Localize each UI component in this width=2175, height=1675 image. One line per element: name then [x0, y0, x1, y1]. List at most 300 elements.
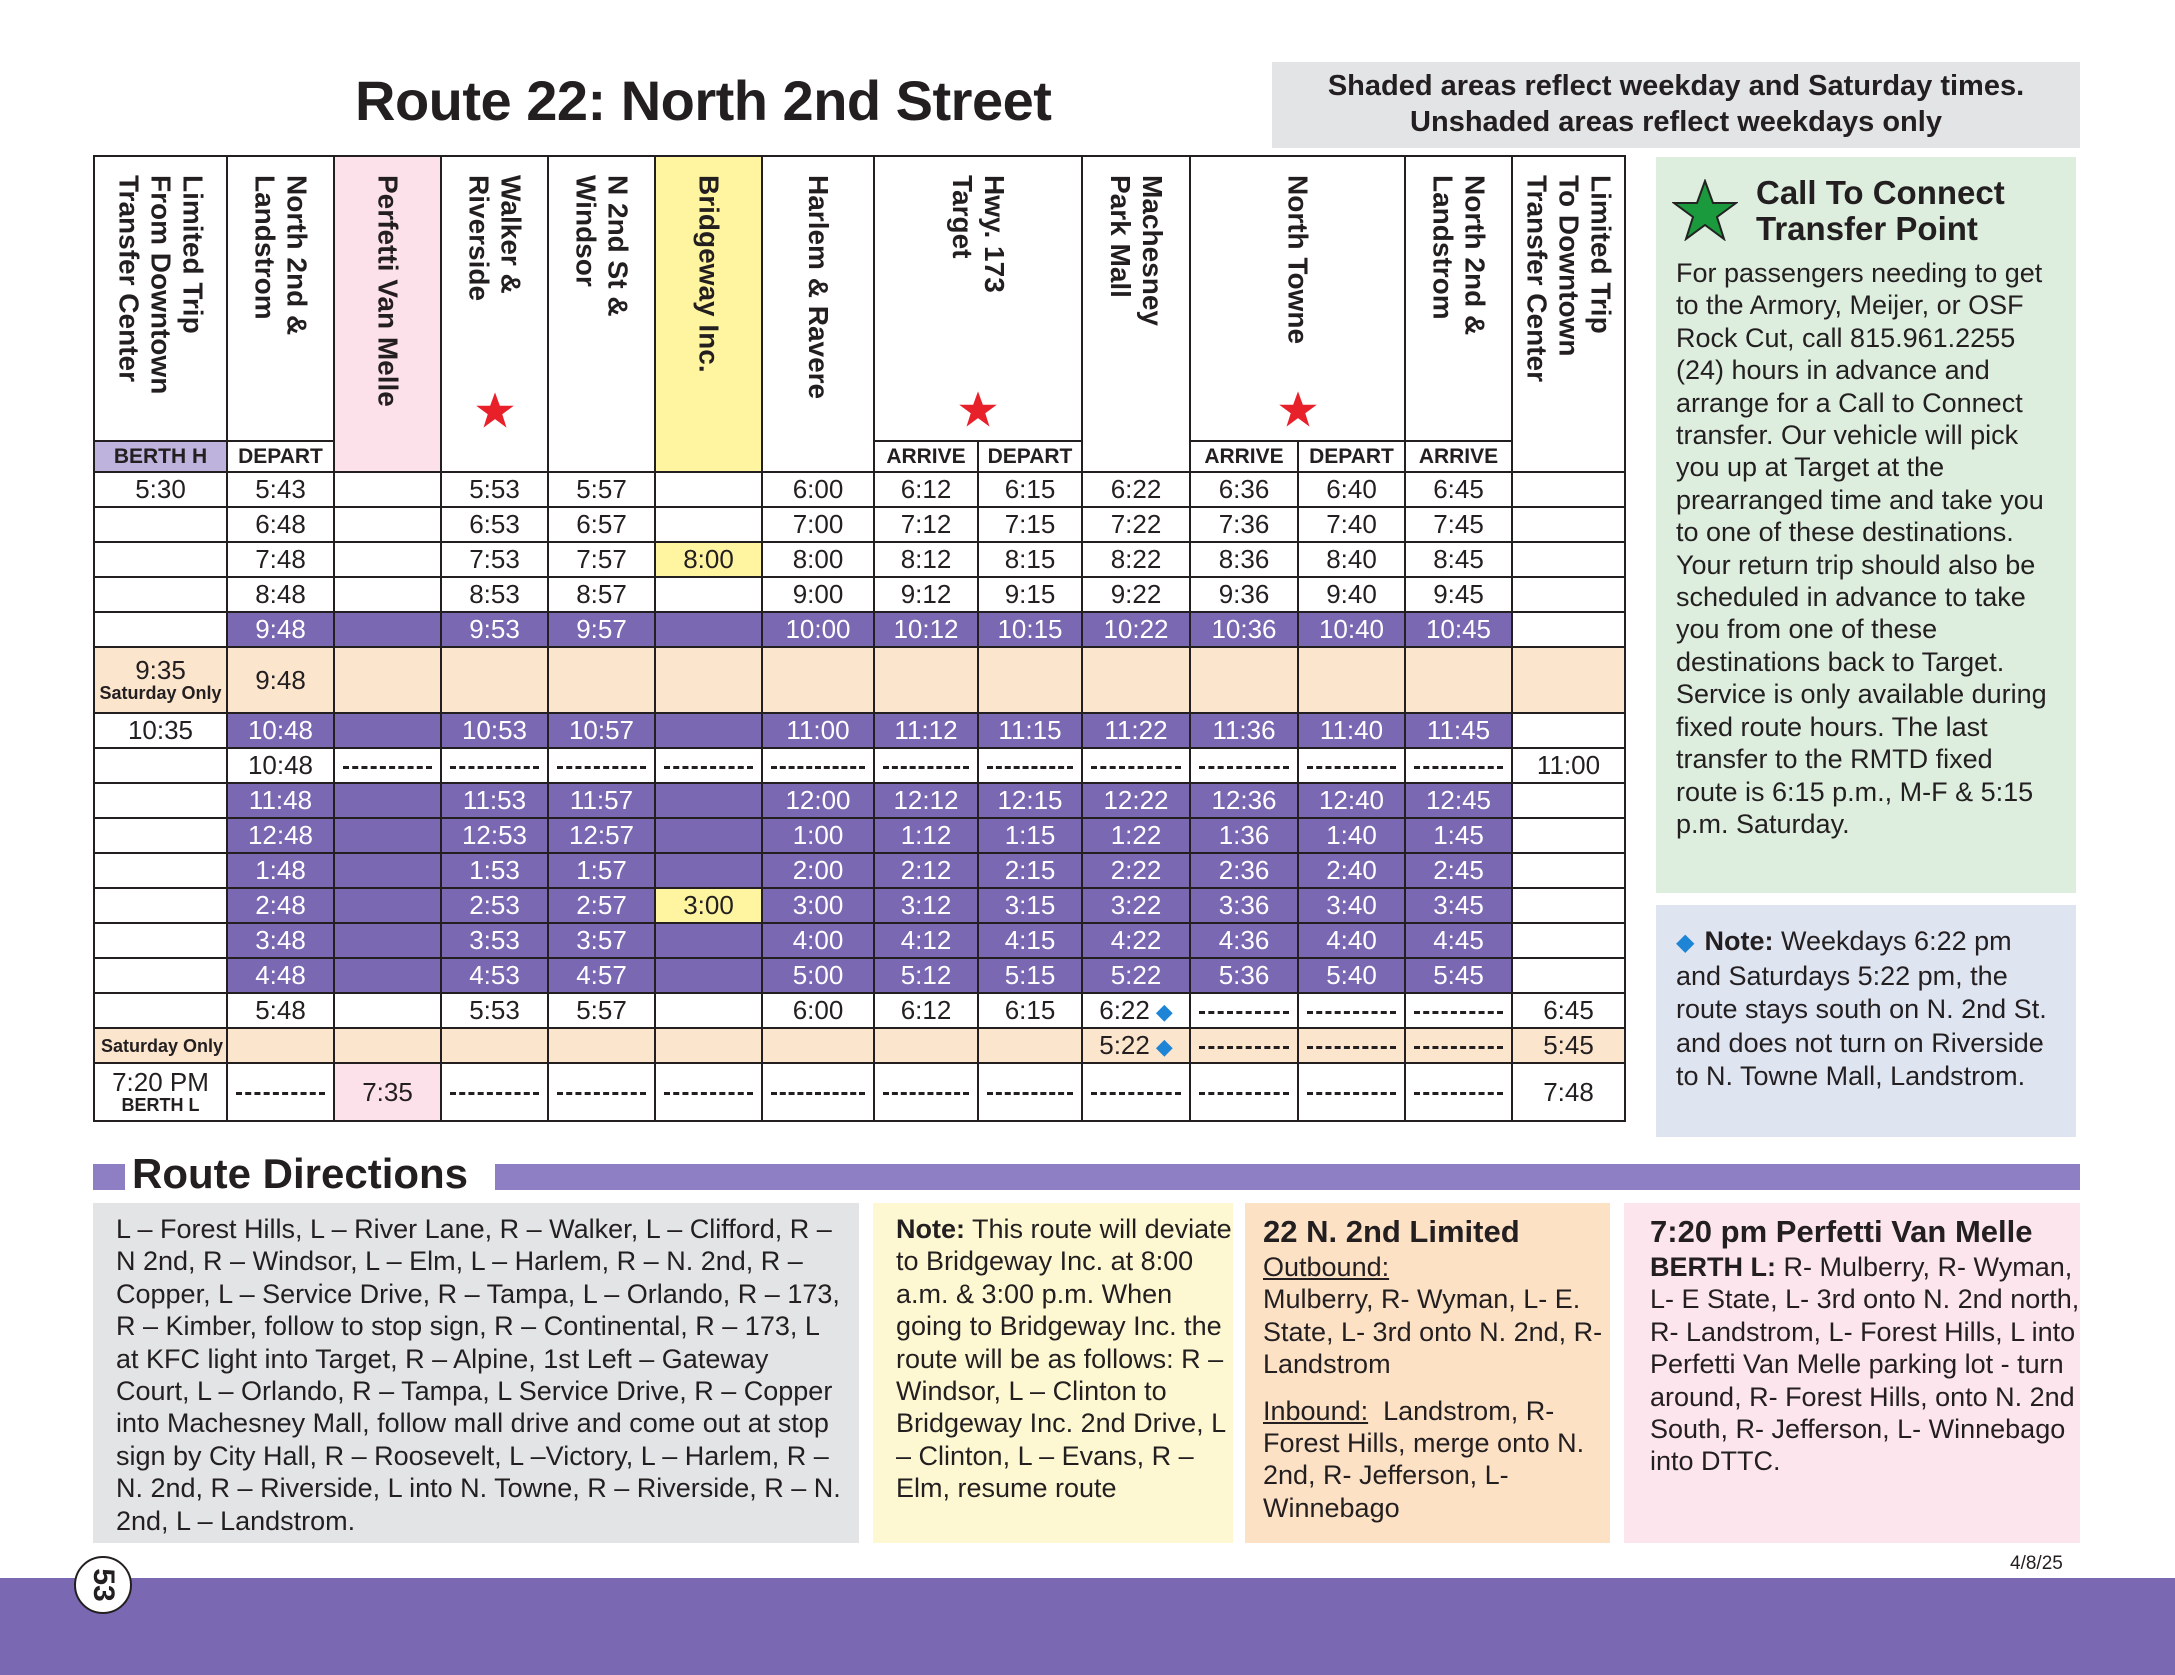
- table-cell: [1298, 993, 1405, 1028]
- table-cell: [978, 853, 1082, 888]
- table-cell: [334, 542, 441, 577]
- table-cell: [94, 507, 227, 542]
- table-cell: [94, 1063, 227, 1121]
- dashed-line: [1307, 766, 1396, 769]
- table-cell: [762, 713, 874, 748]
- outbound-label: Outbound:: [1263, 1252, 1390, 1282]
- time-value: 3:57: [576, 925, 627, 955]
- table-cell: [978, 1063, 1082, 1121]
- limited-panel: [1245, 1203, 1610, 1543]
- table-cell: [655, 958, 762, 993]
- table-cell: [1190, 612, 1298, 647]
- table-cell: [762, 542, 874, 577]
- table-row: [94, 888, 1625, 923]
- table-cell: [655, 577, 762, 612]
- table-cell: [762, 472, 874, 507]
- time-value: 7:53: [469, 544, 520, 574]
- table-cell: [227, 507, 334, 542]
- time-value: 8:22: [1110, 544, 1162, 574]
- table-cell: [1298, 713, 1405, 748]
- table-cell: [655, 542, 762, 577]
- table-row: [94, 923, 1625, 958]
- table-cell: [655, 888, 762, 923]
- table-cell: [548, 542, 655, 577]
- table-cell: [227, 888, 334, 923]
- green-star-icon: [1672, 179, 1738, 241]
- table-cell: [655, 783, 762, 818]
- table-cell: [1512, 647, 1625, 713]
- time-value: 12:15: [997, 785, 1063, 815]
- table-cell: [334, 507, 441, 542]
- saturday-only-label: Saturday Only: [101, 1035, 224, 1056]
- time-value: 11:00: [786, 715, 850, 745]
- note-label: Note:: [1704, 926, 1774, 956]
- table-cell: [441, 507, 548, 542]
- route-directions-panel: [93, 1203, 859, 1543]
- time-value: 10:00: [785, 614, 851, 644]
- time-value: 7:57: [576, 544, 627, 574]
- time-value: 7:00: [792, 509, 844, 539]
- table-cell: [1512, 472, 1625, 507]
- dashed-line: [1199, 1046, 1289, 1049]
- time-value: 4:57: [576, 960, 627, 990]
- bridgeway-note-label: Note:: [896, 1214, 965, 1244]
- table-cell: [1190, 507, 1298, 542]
- perfetti-text: R- Mulberry, R- Wyman, L- E State, L- 3rd onto N. 2nd north, R- Landstrom, L- Forest Hills, L into Perfetti Van Melle parking lot - turn around, R- Forest Hills, onto N. 2nd South, R- Jefferson, L- Winnebago into DTTC.: [1650, 1252, 2080, 1477]
- time-value: 2:22: [1110, 855, 1162, 885]
- dashed-line: [1414, 766, 1503, 769]
- time-value: 5:45: [1433, 960, 1484, 990]
- table-cell: [978, 577, 1082, 612]
- table-cell: [548, 612, 655, 647]
- table-cell: [548, 1028, 655, 1063]
- table-cell: [94, 923, 227, 958]
- time-value: 2:36: [1218, 855, 1270, 885]
- table-cell: [1298, 853, 1405, 888]
- table-cell: [334, 888, 441, 923]
- table-cell: [94, 1028, 227, 1063]
- table-cell: [874, 612, 978, 647]
- time-value: 8:00: [683, 544, 734, 574]
- dashed-line: [771, 766, 865, 769]
- table-cell: [441, 958, 548, 993]
- time-value: 9:48: [255, 614, 306, 644]
- time-value: 5:43: [255, 474, 306, 504]
- subheader-cell: DEPART: [1298, 441, 1405, 472]
- dashed-line: [883, 766, 969, 769]
- table-cell: [441, 783, 548, 818]
- star-wrap: [875, 390, 1081, 428]
- dashed-line: [236, 1092, 325, 1095]
- table-cell: [1512, 783, 1625, 818]
- table-cell: [874, 577, 978, 612]
- time-value: 2:00: [792, 855, 844, 885]
- time-value: 6:22: [1110, 474, 1162, 504]
- shading-legend: [1272, 62, 2080, 148]
- column-header-label: Hwy. 173 Target: [947, 175, 1010, 293]
- subheader-row: [94, 441, 1625, 472]
- table-cell: [334, 748, 441, 783]
- table-cell: [655, 713, 762, 748]
- table-row: [94, 647, 1625, 713]
- table-cell: [874, 1063, 978, 1121]
- subheader-cell: [334, 441, 441, 472]
- footer-bar: [0, 1578, 2175, 1675]
- dashed-line: [1414, 1092, 1503, 1095]
- time-value: 3:12: [900, 890, 952, 920]
- table-cell: [227, 612, 334, 647]
- table-cell: [1082, 958, 1190, 993]
- table-cell: [874, 472, 978, 507]
- table-cell: [762, 1063, 874, 1121]
- time-value: 8:48: [255, 579, 306, 609]
- column-header-label: North 2nd & Landstrom: [1427, 175, 1491, 336]
- table-cell: [874, 853, 978, 888]
- table-cell: [1405, 713, 1512, 748]
- table-cell: [1190, 472, 1298, 507]
- table-cell: [762, 748, 874, 783]
- table-cell: [334, 647, 441, 713]
- table-cell: [548, 507, 655, 542]
- table-cell: [1512, 853, 1625, 888]
- table-cell: [1405, 748, 1512, 783]
- table-cell: [978, 923, 1082, 958]
- table-cell: [1082, 577, 1190, 612]
- time-value: 8:12: [900, 544, 952, 574]
- time-value: 8:57: [576, 579, 627, 609]
- star-wrap: [1191, 390, 1404, 428]
- table-cell: [1082, 713, 1190, 748]
- table-cell: [441, 472, 548, 507]
- time-value: 8:45: [1433, 544, 1484, 574]
- column-header: [874, 156, 1082, 441]
- column-header-label: Bridgeway Inc.: [693, 175, 725, 373]
- table-cell: [1512, 888, 1625, 923]
- table-cell: [978, 993, 1082, 1028]
- table-cell: [1298, 507, 1405, 542]
- table-cell: [655, 472, 762, 507]
- table-row: [94, 958, 1625, 993]
- table-cell: [1512, 958, 1625, 993]
- dashed-line: [557, 1092, 646, 1095]
- table-cell: [227, 1063, 334, 1121]
- time-value: 9:12: [900, 579, 952, 609]
- perfetti-title: 7:20 pm Perfetti Van Melle: [1650, 1214, 2033, 1249]
- red-star-icon: [1278, 390, 1318, 428]
- table-cell: [227, 542, 334, 577]
- table-cell: [441, 612, 548, 647]
- table-cell: [94, 853, 227, 888]
- subheader-cell: DEPART: [978, 441, 1082, 472]
- time-value: 6:15: [1004, 995, 1056, 1025]
- table-cell: [655, 748, 762, 783]
- table-row: [94, 783, 1625, 818]
- table-cell: [1512, 542, 1625, 577]
- time-value: 9:35: [135, 655, 186, 685]
- table-cell: [978, 647, 1082, 713]
- time-value: 11:00: [1536, 750, 1601, 780]
- table-cell: [227, 713, 334, 748]
- table-cell: [1405, 783, 1512, 818]
- table-row: [94, 713, 1625, 748]
- table-row: [94, 612, 1625, 647]
- table-cell: [762, 888, 874, 923]
- time-value: 3:00: [683, 890, 734, 920]
- table-cell: [1082, 1063, 1190, 1121]
- subheader-cell: BERTH H: [94, 441, 227, 472]
- time-value: 1:40: [1326, 820, 1377, 850]
- time-value: 2:53: [469, 890, 520, 920]
- dashed-line: [1091, 1092, 1181, 1095]
- table-cell: [762, 647, 874, 713]
- table-cell: [762, 577, 874, 612]
- time-value: 6:45: [1433, 474, 1484, 504]
- time-value: 7:12: [900, 509, 952, 539]
- time-value: 5:57: [576, 474, 627, 504]
- subheader-cell: [762, 441, 874, 472]
- dashed-line: [1091, 766, 1181, 769]
- table-cell: [1082, 853, 1190, 888]
- table-cell: [655, 507, 762, 542]
- table-cell: [94, 612, 227, 647]
- table-cell: [441, 818, 548, 853]
- table-cell: [548, 923, 655, 958]
- route-directions-title: Route Directions: [132, 1150, 469, 1197]
- call-to-connect-body: For passengers needing to get to the Armory, Meijer, or OSF Rock Cut, call 815.961.2255 (24) hours in advance and arrange for a Call to Connect transfer. Our vehicle will pick you up at Target at the prearranged time and take you to one of these destinations. Your return trip should also be scheduled in advance to take you from one of these destinations back to Target. Service is only available during fixed route hours. The last transfer to the RMTD fixed route is 6:15 p.m., M-F & 5:15 p.m. Saturday.: [1676, 258, 2047, 839]
- table-cell: [1512, 923, 1625, 958]
- table-cell: [548, 647, 655, 713]
- time-value: 7:40: [1326, 509, 1377, 539]
- table-cell: [1405, 923, 1512, 958]
- time-value: 5:53: [469, 474, 520, 504]
- table-cell: [227, 993, 334, 1028]
- time-value: 3:45: [1433, 890, 1484, 920]
- column-header: [441, 156, 548, 441]
- note-text: Weekdays 6:22 pm and Saturdays 5:22 pm, the route stays south on N. 2nd St. and does not turn on Riverside to N. Towne Mall, Landstrom.: [1676, 926, 2047, 1091]
- table-cell: [978, 818, 1082, 853]
- table-row: [94, 542, 1625, 577]
- table-cell: [1405, 647, 1512, 713]
- time-value: 6:53: [469, 509, 520, 539]
- time-value: 11:36: [1212, 715, 1276, 745]
- time-value: 8:40: [1326, 544, 1377, 574]
- table-cell: [1190, 853, 1298, 888]
- time-value: 8:53: [469, 579, 520, 609]
- table-cell: [1405, 472, 1512, 507]
- table-cell: [1082, 542, 1190, 577]
- column-header-label: Harlem & Ravere: [803, 175, 834, 400]
- table-cell: [874, 748, 978, 783]
- time-value: 6:48: [255, 509, 306, 539]
- time-value: 7:36: [1218, 509, 1270, 539]
- table-cell: [762, 612, 874, 647]
- table-cell: [1405, 818, 1512, 853]
- table-cell: [1190, 818, 1298, 853]
- table-row: [94, 472, 1625, 507]
- table-cell: [1405, 1028, 1512, 1063]
- directions-bar-right: [495, 1164, 2080, 1190]
- time-value: 3:15: [1004, 890, 1056, 920]
- table-cell: [1405, 993, 1512, 1028]
- time-value: 10:53: [461, 715, 528, 745]
- table-cell: [548, 818, 655, 853]
- table-cell: [94, 713, 227, 748]
- time-value: 11:15: [998, 715, 1062, 745]
- subheader-cell: ARRIVE: [1190, 441, 1298, 472]
- table-cell: [227, 472, 334, 507]
- dashed-line: [557, 766, 646, 769]
- table-cell: [1298, 647, 1405, 713]
- table-cell: [1298, 1063, 1405, 1121]
- table-cell: [334, 577, 441, 612]
- time-value: 6:40: [1326, 474, 1377, 504]
- time-value: 12:57: [568, 820, 635, 850]
- dashed-line: [1307, 1011, 1396, 1014]
- perfetti-label: BERTH L:: [1650, 1252, 1776, 1282]
- table-cell: [1512, 612, 1625, 647]
- dashed-line: [1414, 1046, 1503, 1049]
- time-value: 9:48: [255, 664, 306, 695]
- dashed-line: [987, 766, 1073, 769]
- time-value: 4:00: [792, 925, 844, 955]
- route-directions-text: L – Forest Hills, L – River Lane, R – Walker, L – Clifford, R – N 2nd, R – Windsor, L – Elm, L – Harlem, R – N. 2nd, R – Copper, L – Service Drive, R – Tampa, L – Orlando, R – 173, R – Kimber, follow to stop sign, R – Continental, R – 173, L at KFC light into Target, R – Alpine, 1st Left – Gateway Court, L – Orlando, R – Tampa, L Service Drive, R – Copper into Machesney Mall, follow mall drive and come out at stop sign by City Hall, R – Roosevelt, L –Victory, L – Harlem, R – N. 2nd, R – Riverside, L into N. Towne, R – Riverside, R – N. 2nd, L – Landstrom.: [116, 1214, 841, 1536]
- dashed-line: [1414, 1011, 1503, 1014]
- table-cell: [655, 612, 762, 647]
- table-row: [94, 748, 1625, 783]
- table-cell: [334, 783, 441, 818]
- time-value: 6:57: [576, 509, 627, 539]
- table-cell: [227, 783, 334, 818]
- table-cell: [874, 507, 978, 542]
- column-header: [1512, 156, 1625, 441]
- page-title: Route 22: North 2nd Street: [355, 69, 1052, 132]
- table-cell: [94, 993, 227, 1028]
- time-value: 4:36: [1218, 925, 1270, 955]
- table-cell: [1298, 612, 1405, 647]
- time-value: 2:57: [576, 890, 627, 920]
- table-cell: [874, 993, 978, 1028]
- dashed-line: [771, 1092, 865, 1095]
- time-value: 2:40: [1326, 855, 1377, 885]
- dashed-line: [1199, 1011, 1289, 1014]
- table-row: [94, 507, 1625, 542]
- table-cell: [874, 542, 978, 577]
- table-cell: [762, 993, 874, 1028]
- table-cell: [548, 958, 655, 993]
- perfetti-panel: [1624, 1203, 2080, 1543]
- table-cell: [1298, 542, 1405, 577]
- table-row: [94, 1063, 1625, 1121]
- time-value: 4:15: [1004, 925, 1056, 955]
- subheader-cell: DEPART: [227, 441, 334, 472]
- subheader-cell: ARRIVE: [874, 441, 978, 472]
- column-header: [227, 156, 334, 441]
- column-header: [548, 156, 655, 441]
- time-value: 11:48: [248, 785, 313, 815]
- red-star-icon: [475, 391, 515, 429]
- table-cell: [441, 1028, 548, 1063]
- column-header-label: Limited Trip From Downtown Transfer Center: [113, 175, 209, 395]
- time-value: 1:36: [1218, 820, 1270, 850]
- time-value: 1:53: [469, 855, 520, 885]
- column-header: [1405, 156, 1512, 441]
- time-value: 6:45: [1543, 995, 1594, 1025]
- table-cell: [874, 647, 978, 713]
- table-cell: [548, 783, 655, 818]
- note-box: [1656, 905, 2076, 1137]
- subheader-cell: [655, 441, 762, 472]
- time-value: 4:45: [1433, 925, 1484, 955]
- table-cell: [762, 853, 874, 888]
- time-value: 12:22: [1103, 785, 1169, 815]
- time-value: 3:36: [1218, 890, 1270, 920]
- table-cell: [1190, 647, 1298, 713]
- table-cell: [978, 1028, 1082, 1063]
- table-cell: [548, 888, 655, 923]
- time-value: 1:57: [576, 855, 627, 885]
- time-value: 9:40: [1326, 579, 1377, 609]
- table-cell: [1190, 542, 1298, 577]
- table-cell: [1512, 993, 1625, 1028]
- column-header: [94, 156, 227, 441]
- directions-bar-left: [93, 1164, 125, 1190]
- time-value: 8:15: [1004, 544, 1056, 574]
- time-value: 9:22: [1110, 579, 1162, 609]
- table-cell: [441, 748, 548, 783]
- time-value: 5:45: [1543, 1030, 1594, 1060]
- table-cell: [762, 1028, 874, 1063]
- inbound-text: Landstrom, R- Forest Hills, merge onto N. 2nd, R- Jefferson, L- Winnebago: [1263, 1395, 1585, 1523]
- table-cell: [1190, 888, 1298, 923]
- table-cell: [978, 472, 1082, 507]
- table-cell: [334, 993, 441, 1028]
- table-cell: [978, 888, 1082, 923]
- table-cell: [655, 1063, 762, 1121]
- inbound-label: Inbound:: [1263, 1395, 1369, 1426]
- table-cell: [978, 507, 1082, 542]
- table-cell: [1512, 1028, 1625, 1063]
- time-value: 3:40: [1326, 890, 1377, 920]
- time-value: 10:35: [127, 715, 194, 745]
- schedule-table: [93, 155, 1626, 1122]
- bridgeway-note-panel: [873, 1203, 1233, 1543]
- table-cell: [1082, 647, 1190, 713]
- table-cell: [227, 748, 334, 783]
- time-value: 9:00: [792, 579, 844, 609]
- time-value: 4:12: [900, 925, 952, 955]
- table-cell: [1298, 958, 1405, 993]
- time-value: 6:36: [1218, 474, 1270, 504]
- time-value: 12:45: [1425, 785, 1492, 815]
- time-value: 6:12: [900, 474, 952, 504]
- blue-diamond-icon: ◆: [1676, 929, 1695, 956]
- time-value: 8:00: [792, 544, 844, 574]
- table-cell: [1298, 748, 1405, 783]
- table-cell: [874, 923, 978, 958]
- time-value: 7:45: [1433, 509, 1484, 539]
- table-cell: [1405, 507, 1512, 542]
- time-value: 10:57: [568, 715, 635, 745]
- table-cell: [1298, 577, 1405, 612]
- table-cell: [874, 1028, 978, 1063]
- table-cell: [1190, 748, 1298, 783]
- blue-diamond-icon: ◆: [1155, 998, 1173, 1024]
- table-cell: [1298, 923, 1405, 958]
- time-value: 12:53: [461, 820, 528, 850]
- table-cell: [1512, 748, 1625, 783]
- table-cell: [762, 958, 874, 993]
- column-header: [655, 156, 762, 441]
